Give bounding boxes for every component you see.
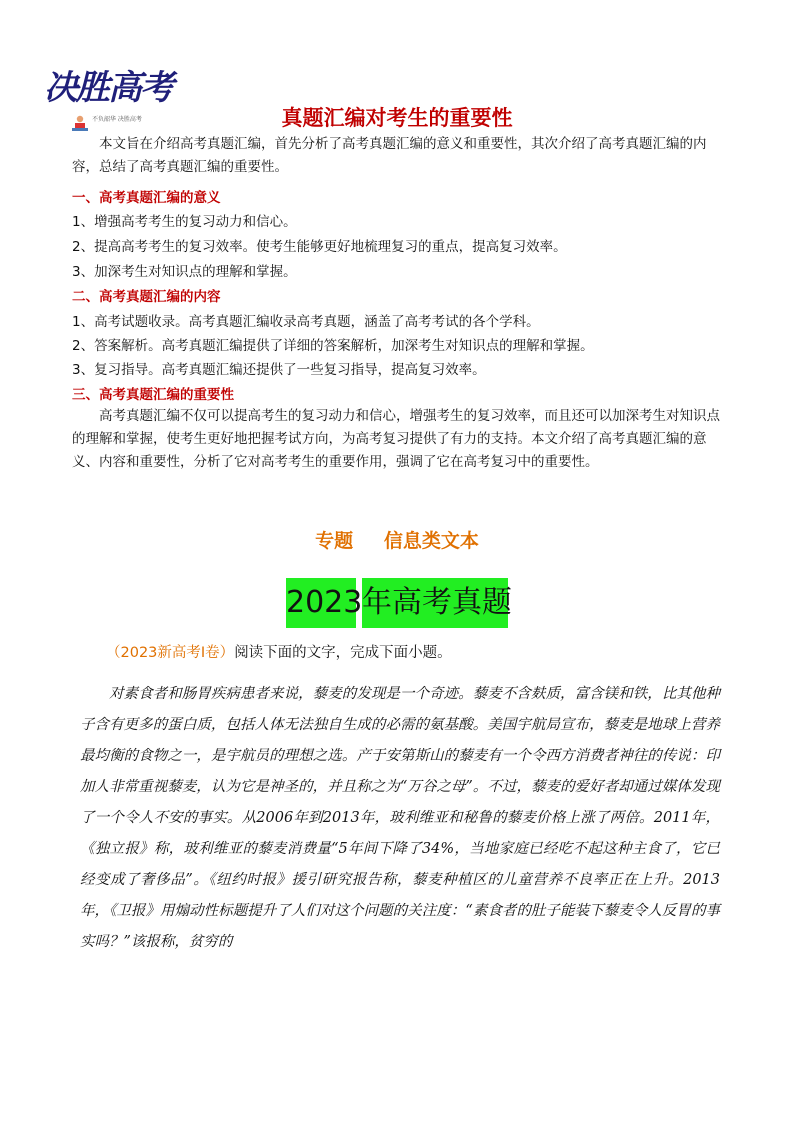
section-heading-content: 二、高考真题汇编的内容 — [72, 289, 221, 305]
topic-label: 专题 — [315, 530, 354, 552]
logo-text: 决胜高考 — [44, 68, 172, 108]
question-instruction — [106, 641, 452, 662]
logo-subtitle: 不负韶华 决胜高考 — [92, 116, 142, 123]
list-item: 2、答案解析。高考真题汇编提供了详细的答案解析，加深考生对知识点的理解和掌握。 — [72, 338, 594, 354]
list-item: 3、加深考生对知识点的理解和掌握。 — [72, 264, 297, 280]
list-item: 2、提高高考考生的复习效率。使考生能够更好地梳理复习的重点，提高复习效率。 — [72, 239, 567, 255]
section-heading-importance: 三、高考真题汇编的重要性 — [72, 387, 234, 403]
list-item: 3、复习指导。高考真题汇编还提供了一些复习指导，提高复习效率。 — [72, 362, 486, 378]
question-source: （2023新高考Ⅰ卷） — [106, 645, 235, 661]
reading-paragraph: 对素食者和肠胃疾病患者来说，藜麦的发现是一个奇迹。藜麦不含麸质，富含镁和铁，比其他种子含有更多的蛋白质，包括人体无法独自生成的必需的氨基酸。美国宇航局宣布，藜麦是地球上营养最均衡的食物之一，是宇航员的理想之选。产于安第斯山的藜麦有一个令西方消费者神往的传说：印加人非常重视藜麦，认为它是神圣的，并且称之为“万谷之母”。不过，藜麦的爱好者却通过媒体发现了一个令人不安的事实。从2006年到2013年，玻利维亚和秘鲁的藜麦价格上涨了两倍。2011年，《独立报》称，玻利维亚的藜麦消费量“5年间下降了34%，当地家庭已经吃不起这种主食了，它已经变成了奢侈品”。《纽约时报》援引研究报告称，藜麦种植区的儿童营养不良率正在上升。2013年，《卫报》用煽动性标题提升了人们对这个问题的关注度：“素食者的肚子能装下藜麦令人反胃的事实吗？”该报称，贫穷的 — [80, 686, 720, 950]
list-item: 1、高考试题收录。高考真题汇编收录高考真题，涵盖了高考考试的各个学科。 — [72, 314, 540, 330]
year-banner-title: 年高考真题 — [362, 578, 508, 628]
document-title: 真题汇编对考生的重要性 — [281, 106, 513, 130]
year-banner-year: 2023 — [286, 578, 356, 628]
topic-name: 信息类文本 — [383, 530, 479, 552]
list-item: 1、增强高考考生的复习动力和信心。 — [72, 214, 297, 230]
intro-paragraph: 本文旨在介绍高考真题汇编，首先分析了高考真题汇编的意义和重要性，其次介绍了高考真题汇编的内容，总结了高考真题汇编的重要性。 — [72, 136, 707, 175]
importance-paragraph: 高考真题汇编不仅可以提高考生的复习动力和信心，增强考生的复习效率，而且还可以加深考生对知识点的理解和掌握，使考生更好地把握考试方向，为高考复习提供了有力的支持。本文介绍了高考真题汇编的意义、内容和重要性，分析了它对高考考生的重要作用，强调了它在高考复习中的重要性。 — [72, 408, 720, 470]
reading-passage — [80, 679, 720, 958]
question-text: 阅读下面的文字，完成下面小题。 — [234, 645, 452, 661]
topic-title — [0, 526, 794, 553]
section-heading-meaning: 一、高考真题汇编的意义 — [72, 190, 221, 206]
